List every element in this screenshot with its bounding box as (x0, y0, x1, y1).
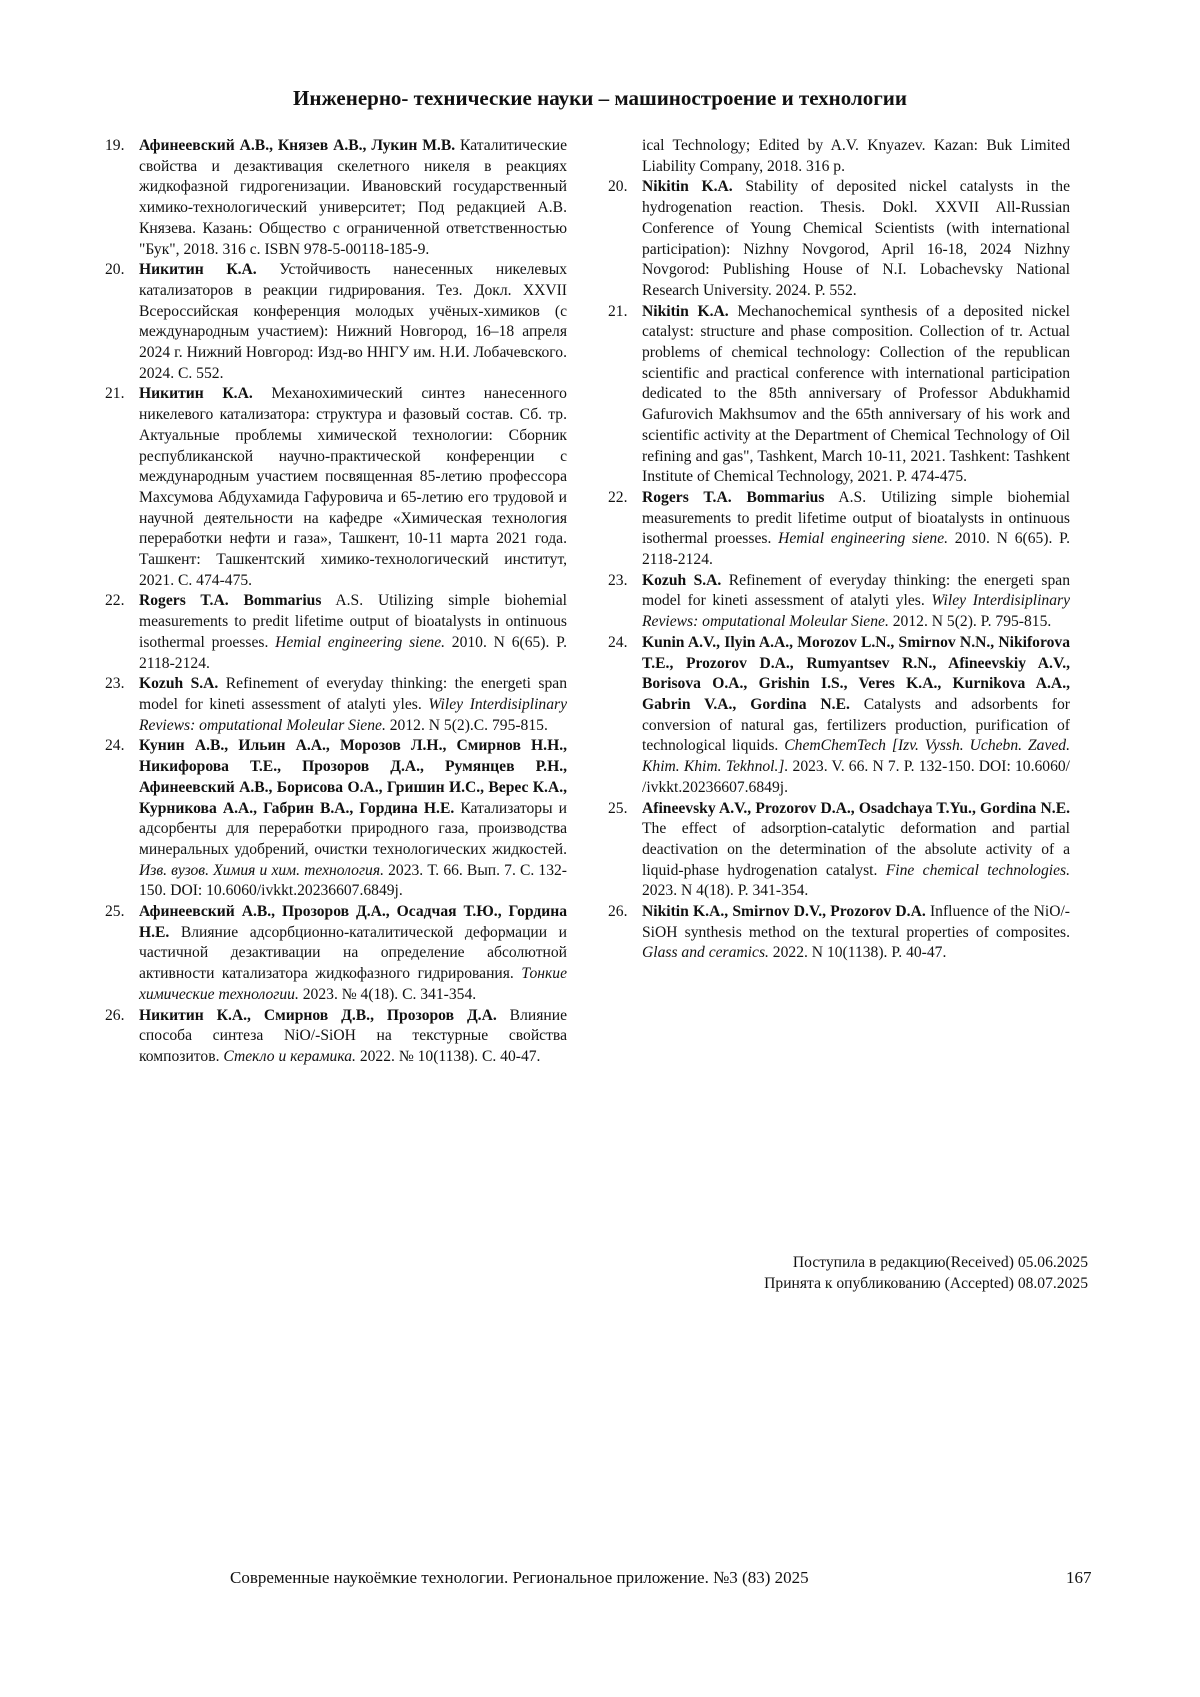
references-russian (105, 136, 567, 1068)
reference-number: 24. (608, 633, 628, 651)
reference-journal: Hemial engineering siene. (778, 530, 949, 548)
reference-number: 20. (105, 261, 125, 279)
reference-body (642, 488, 1070, 571)
reference-text: Каталитические свойства и дезактивация скелетного никеля в реакциях жидкофазной гидрогенизации. Ивановский государственный химико-технологический университет; Под редакцией А.В. Князева. Казань: Общество с ограниченной ответственностью "Бук", 2018. 316 с. ISBN 978-5-00118-185-9. (139, 137, 567, 258)
reference-journal: Hemial engineering siene. (275, 633, 446, 651)
page-header: Инженерно- технические науки – машиностроение и технологии (293, 86, 907, 110)
reference-text: A.S. Utilizing simple biohemial measurements to predit lifetime output of bioatalysts in ontinuous isothermal proesses. (642, 488, 1070, 548)
reference-number: 19. (105, 137, 125, 154)
reference-text: Catalysts and adsorbents for conversion of natural gas, fertilizers production, purification of technological liquids. (642, 695, 1070, 755)
reference-journal: Fine chemical technologies. (885, 861, 1070, 879)
reference-text: Влияние способа синтеза NiO/-SiOH на текстурные свойства композитов. (139, 1006, 567, 1065)
reference-number: 22. (608, 488, 628, 506)
reference-tail: 2012. N 5(2).С. 795-815. (385, 716, 548, 734)
reference-tail: 2023. V. 66. N 7. P. 132-150. DOI: 10.6060/ /ivkkt.20236607.6849j. (642, 758, 1070, 796)
reference-text: Refinement of everyday thinking: the energeti span model for kineti assessment of atalyti yles. (139, 675, 567, 713)
reference-number: 23. (608, 571, 628, 589)
reference-body (139, 260, 567, 384)
reference-body (139, 591, 567, 674)
reference-continuation: ical Technology; Edited by A.V. Knyazev. Kazan: Buk Limited Liability Company, 2018. 316 p. (642, 137, 1070, 175)
reference-number: 26. (105, 1006, 125, 1024)
reference-item (105, 260, 567, 384)
reference-item (105, 902, 567, 1006)
reference-item (105, 136, 567, 260)
reference-text: Mechanochemical synthesis of a deposited nickel catalyst: structure and phase composition. Collection of tr. Actual problems of chemical technology: Collection of the republican scientific and practical conference with international participation dedicated to the 85th anniversary of Professor Abdukhamid Gafurovich Makhsumov and the 65th anniversary of his work and scientific activity at the Department of Chemical Technology of Oil refining and gas", Tashkent, March 10-11, 2021. Tashkent: Tashkent Institute of Chemical Technology, 2021. P. 474-475. (642, 302, 1070, 486)
reference-body (139, 902, 567, 1006)
reference-journal: Wiley Interdisiplinary Reviews: omputational Moleular Siene. (642, 592, 1071, 631)
reference-item (105, 1006, 567, 1068)
reference-item (105, 674, 567, 736)
reference-text: A.S. Utilizing simple biohemial measurements to predit lifetime output of bioatalysts in ontinuous isothermal proesses. (139, 592, 567, 651)
reference-item (608, 633, 1070, 799)
reference-tail: 2022. № 10(1138). С. 40-47. (355, 1047, 541, 1065)
reference-tail: 2012. N 5(2). P. 795-815. (888, 613, 1052, 631)
reference-number: 23. (105, 675, 125, 693)
reference-text: Influence of the NiO/-SiOH synthesis method on the textural properties of composites. (642, 903, 1071, 941)
reference-body (642, 571, 1070, 633)
reference-body (139, 736, 567, 902)
received-block (764, 1252, 1088, 1294)
reference-item (608, 571, 1070, 633)
reference-number: 20. (608, 178, 628, 196)
reference-authors: Кунин А.В., Ильин А.А., Морозов Л.Н., Смирнов Н.Н., Никифорова Т.Е., Прозоров Д.А., Румянцев Р.Н., Афинеевский А.В., Борисова О.А., Гришин И.С., Верес К.А., Курникова А.А., Габрин В.А., Гордина Н.Е. (139, 737, 567, 817)
footer-journal: Современные наукоёмкие технологии. Региональное приложение. №3 (83) 2025 (230, 1568, 809, 1587)
reference-tail: 2010. N 6(65). P. 2118-2124. (139, 633, 567, 672)
page-number: 167 (1066, 1568, 1092, 1587)
reference-body (642, 302, 1070, 488)
reference-number: 25. (105, 903, 125, 921)
reference-authors: Afineevsky A.V., Prozorov D.A., Osadchaya T.Yu., Gordina N.E. (642, 799, 1070, 817)
reference-number: 24. (105, 737, 125, 755)
reference-text: Stability of deposited nickel catalysts in the hydrogenation reaction. Thesis. Dokl. XXVII All-Russian Conference of Young Chemical Scientists (with international participation): Nizhny Novgorod, April 16-18, 2024 Nizhny Novgorod: Publishing House of N.I. Lobachevsky National Research University. 2024. P. 552. (642, 178, 1070, 299)
reference-item (608, 177, 1070, 301)
reference-authors: Nikitin K.A. (642, 178, 733, 196)
reference-text: Влияние адсорбционно-каталитической деформации и частичной дезактивации на определение абсолютной активности катализатора жидкофазного гидрирования. (139, 923, 567, 983)
reference-journal: Изв. вузов. Химия и хим. технология. (139, 861, 384, 879)
reference-text: Refinement of everyday thinking: the energeti span model for kineti assessment of atalyti yles. (642, 571, 1070, 610)
reference-number: 26. (608, 903, 628, 921)
reference-text: Механохимический синтез нанесенного никелевого катализатора: структура и фазовый состав. Сб. тр. Актуальные проблемы химической технологии: Сборник республиканской научно-практической конференции с международным участием посвященная 85-летию профессора Махсумова Абдухамида Гафуровича и 65-летию его трудовой и научной деятельности на кафедре «Химическая технология переработки нефти и газа», Ташкент, 10-11 марта 2021 года. Ташкент: Ташкентский химико-технологический институт, 2021. С. 474-475. (139, 385, 567, 589)
reference-authors: Никитин К.А. (139, 385, 253, 403)
reference-number: 25. (608, 799, 628, 817)
reference-text: The effect of adsorption-catalytic deformation and partial deactivation on the determination of the absolute activity of a liquid-phase hydrogenation catalyst. (642, 820, 1070, 879)
reference-authors: Никитин К.А., Смирнов Д.В., Прозоров Д.А. (139, 1006, 497, 1024)
reference-number: 22. (105, 592, 125, 610)
reference-body (139, 136, 567, 260)
reference-authors: Rogers T.A. Bommarius (139, 592, 322, 610)
reference-journal: Тонкие химические технологии. (139, 965, 567, 1003)
reference-journal: Стекло и керамика. (223, 1047, 356, 1065)
reference-authors: Афинеевский А.В., Князев А.В., Лукин М.В. (139, 137, 456, 154)
reference-number: 21. (608, 302, 628, 320)
reference-authors: Kunin A.V., Ilyin A.A., Morozov L.N., Smirnov N.N., Nikiforova T.E., Prozorov D.A., Rumyantsev R.N., Afineevskiy A.V., Borisova O.A., Grishin I.S., Veres K.A., Kurnikova A.A., Gabrin V.A., Gordina N.E. (642, 633, 1070, 713)
reference-item (608, 302, 1070, 488)
reference-journal: Glass and ceramics. (642, 944, 769, 962)
reference-item (105, 384, 567, 591)
reference-text: Катализаторы и адсорбенты для переработки природного газа, производства минеральных удобрений, очистки технологических жидкостей. (139, 799, 567, 858)
received-date: Поступила в редакцию(Received) 05.06.2025 (792, 1254, 1088, 1271)
reference-body (139, 1006, 567, 1068)
reference-tail: 2023. N 4(18). P. 341-354. (642, 882, 809, 900)
reference-body (642, 799, 1070, 903)
reference-body (139, 384, 567, 591)
reference-authors: Rogers T.A. Bommarius (642, 488, 825, 506)
accepted-date: Принята к опубликованию (Accepted) 08.07.2025 (764, 1275, 1088, 1292)
reference-authors: Никитин К.А. (139, 261, 257, 279)
reference-item (608, 488, 1070, 571)
references-english (608, 136, 1070, 964)
reference-authors: Nikitin K.A. (642, 302, 729, 320)
reference-journal: ChemChemTech [Izv. Vyssh. Uchebn. Zaved. Khim. Khim. Tekhnol.]. (642, 737, 1070, 776)
reference-text: Устойчивость нанесенных никелевых катализаторов в реакции гидрирования. Тез. Докл. XXVII Всероссийская конференция молодых учёных-химиков (с международным участием): Нижний Новгород, 16–18 апреля 2024 г. Нижний Новгород: Изд-во ННГУ им. Н.И. Лобачевского. 2024. С. 552. (139, 261, 567, 382)
reference-authors: Kozuh S.A. (139, 675, 219, 693)
reference-item (608, 799, 1070, 903)
reference-tail: 2010. N 6(65). P. 2118-2124. (642, 530, 1070, 569)
reference-number: 21. (105, 385, 125, 403)
reference-tail: 2023. Т. 66. Вып. 7. С. 132-150. DOI: 10.6060/ivkkt.20236607.6849j. (139, 861, 567, 900)
reference-item (608, 902, 1070, 964)
reference-authors: Афинеевский А.В., Прозоров Д.А., Осадчая Т.Ю., Гордина Н.Е. (139, 903, 567, 941)
reference-body (642, 902, 1070, 964)
reference-body (139, 674, 567, 736)
reference-item (105, 591, 567, 674)
reference-journal: Wiley Interdisiplinary Reviews: omputational Moleular Siene. (139, 695, 568, 734)
reference-body (642, 177, 1070, 301)
reference-authors: Nikitin K.A., Smirnov D.V., Prozorov D.A. (642, 903, 926, 921)
reference-authors: Kozuh S.A. (642, 571, 722, 589)
reference-item (105, 736, 567, 902)
reference-tail: 2023. № 4(18). С. 341-354. (298, 985, 477, 1003)
reference-tail: 2022. N 10(1138). P. 40-47. (768, 944, 947, 962)
reference-body (642, 633, 1070, 799)
